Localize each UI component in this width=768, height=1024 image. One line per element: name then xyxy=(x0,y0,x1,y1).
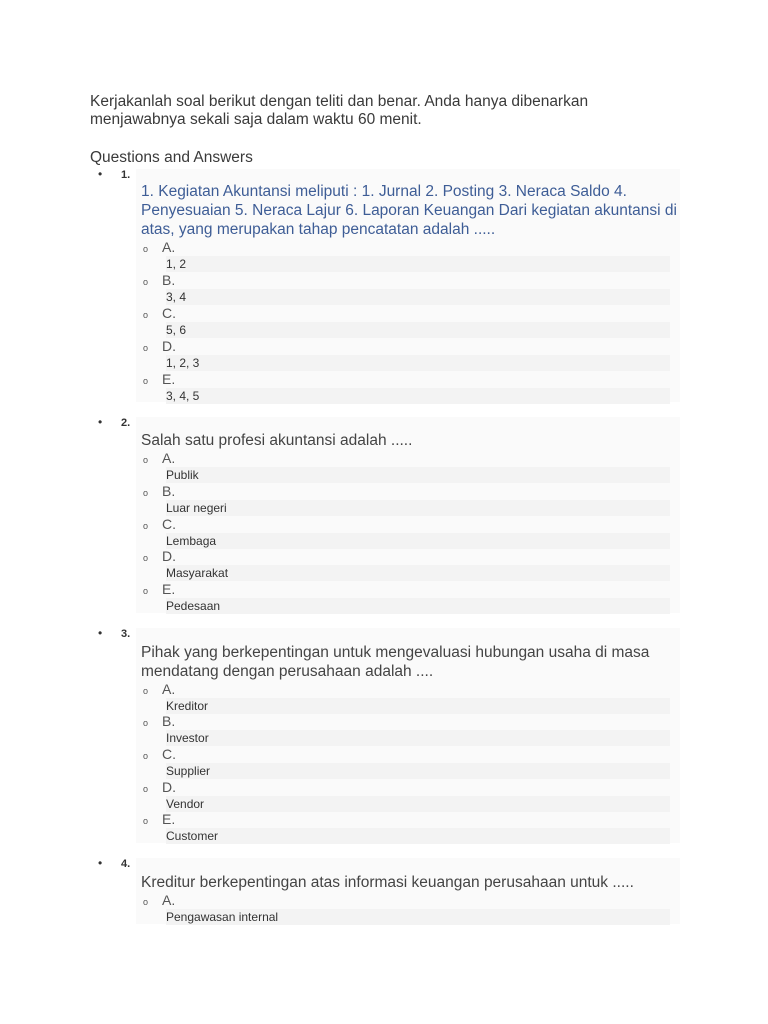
option-answer: Investor xyxy=(166,731,209,745)
question-number: 4. xyxy=(121,858,131,870)
option-letter: A. xyxy=(162,681,176,697)
option-a[interactable] xyxy=(136,892,676,925)
question-text: Salah satu profesi akuntansi adalah ..... xyxy=(141,432,413,449)
option-answer: 1, 2, 3 xyxy=(166,356,200,370)
circle-bullet-icon: o xyxy=(143,277,149,287)
option-letter: B. xyxy=(162,272,176,288)
option-answer: Kreditor xyxy=(166,699,209,713)
option-e[interactable] xyxy=(136,811,676,844)
question-text: Pihak yang berkepentingan untuk mengevaluasi hubungan usaha di masa mendatang dengan perusahaan adalah .... xyxy=(141,644,650,680)
question-number: 3. xyxy=(121,628,131,640)
option-letter: A. xyxy=(162,239,176,255)
option-answer: Customer xyxy=(166,829,219,843)
circle-bullet-icon: o xyxy=(143,751,149,761)
circle-bullet-icon: o xyxy=(143,718,149,728)
question-box xyxy=(136,858,680,924)
option-letter: D. xyxy=(162,779,176,795)
option-answer: Vendor xyxy=(166,797,205,811)
circle-bullet-icon: o xyxy=(143,455,149,465)
bullet-icon: • xyxy=(98,856,103,870)
option-answer: Supplier xyxy=(166,764,211,778)
option-letter: E. xyxy=(162,371,176,387)
option-letter: C. xyxy=(162,516,176,532)
circle-bullet-icon: o xyxy=(143,376,149,386)
option-letter: A. xyxy=(162,892,176,908)
option-letter: D. xyxy=(162,548,176,564)
option-letter: B. xyxy=(162,483,176,499)
circle-bullet-icon: o xyxy=(143,521,149,531)
option-answer: 3, 4, 5 xyxy=(166,389,200,403)
qa-heading: Questions and Answers xyxy=(90,149,253,166)
option-c[interactable] xyxy=(136,305,676,338)
circle-bullet-icon: o xyxy=(143,784,149,794)
bullet-icon: • xyxy=(98,626,103,640)
option-letter: A. xyxy=(162,450,176,466)
option-answer: Publik xyxy=(166,468,199,482)
option-a[interactable] xyxy=(136,681,676,714)
bullet-icon: • xyxy=(98,167,103,181)
question-box xyxy=(136,628,680,843)
intro-text: Kerjakanlah soal berikut dengan teliti dan benar. Anda hanya dibenarkan menjawabnya sekali saja dalam waktu 60 menit. xyxy=(90,93,589,128)
option-letter: C. xyxy=(162,305,176,321)
option-answer: Pedesaan xyxy=(166,599,221,613)
option-answer: 1, 2 xyxy=(166,257,187,271)
option-answer: Luar negeri xyxy=(166,501,227,515)
circle-bullet-icon: o xyxy=(143,586,149,596)
option-answer: Pengawasan internal xyxy=(166,910,279,924)
option-e[interactable] xyxy=(136,581,676,614)
option-b[interactable] xyxy=(136,272,676,305)
option-letter: C. xyxy=(162,746,176,762)
bullet-icon: • xyxy=(98,415,103,429)
circle-bullet-icon: o xyxy=(143,488,149,498)
circle-bullet-icon: o xyxy=(143,897,149,907)
question-box xyxy=(136,417,680,613)
option-d[interactable] xyxy=(136,548,676,581)
option-c[interactable] xyxy=(136,516,676,549)
circle-bullet-icon: o xyxy=(143,686,149,696)
circle-bullet-icon: o xyxy=(143,310,149,320)
option-d[interactable] xyxy=(136,338,676,371)
option-a[interactable] xyxy=(136,450,676,483)
question-number: 2. xyxy=(121,417,131,429)
question-box xyxy=(136,169,680,402)
option-letter: E. xyxy=(162,581,176,597)
question-text: Kreditur berkepentingan atas informasi keuangan perusahaan untuk ..... xyxy=(141,874,634,891)
option-c[interactable] xyxy=(136,746,676,779)
question-number: 1. xyxy=(121,169,131,181)
circle-bullet-icon: o xyxy=(143,816,149,826)
option-b[interactable] xyxy=(136,713,676,746)
circle-bullet-icon: o xyxy=(143,553,149,563)
option-letter: D. xyxy=(162,338,176,354)
option-a[interactable] xyxy=(136,239,676,272)
option-answer: Masyarakat xyxy=(166,566,229,580)
option-answer: 3, 4 xyxy=(166,290,187,304)
circle-bullet-icon: o xyxy=(143,244,149,254)
option-d[interactable] xyxy=(136,779,676,812)
circle-bullet-icon: o xyxy=(143,343,149,353)
option-answer: 5, 6 xyxy=(166,323,187,337)
option-letter: E. xyxy=(162,811,176,827)
question-text: 1. Kegiatan Akuntansi meliputi : 1. Jurnal 2. Posting 3. Neraca Saldo 4. Penyesuaian 5. Neraca Lajur 6. Laporan Keuangan Dari kegiatan akuntansi di atas, yang merupakan tahap pencatatan adalah ..... xyxy=(141,183,677,238)
option-e[interactable] xyxy=(136,371,676,404)
option-answer: Lembaga xyxy=(166,534,217,548)
option-b[interactable] xyxy=(136,483,676,516)
option-letter: B. xyxy=(162,713,176,729)
